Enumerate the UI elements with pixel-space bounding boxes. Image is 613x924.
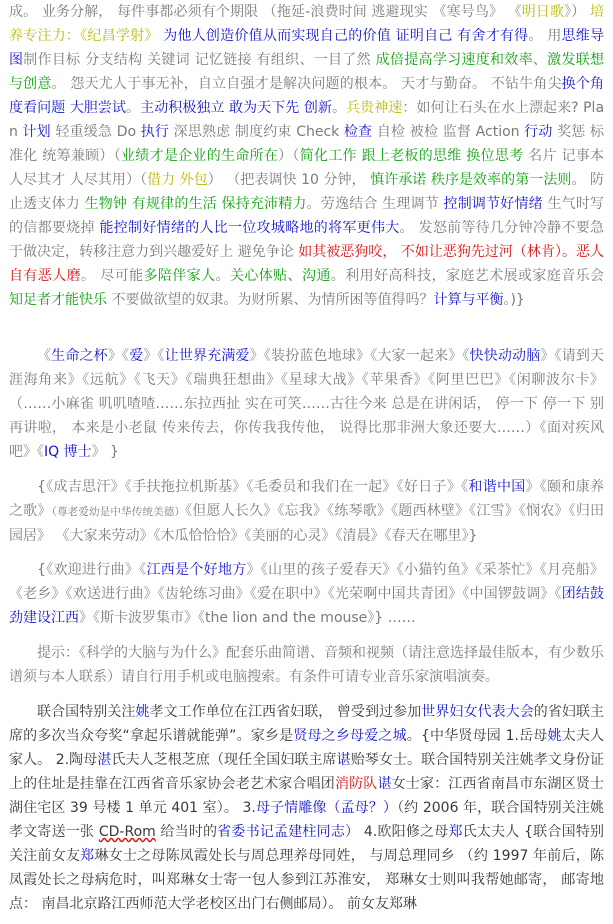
text-run: 奖惩 标准化 统筹兼顾）（ xyxy=(9,124,605,164)
text-paragraph-1 xyxy=(9,0,604,312)
text-run: 消防队 xyxy=(334,776,378,792)
text-run: 》《装扮蓝色地球》《大家一起来》《 xyxy=(249,348,470,364)
text-run: 。)} xyxy=(503,292,525,308)
text-run: 名片 记事本 人尽其才 人尽其用）（ xyxy=(9,148,605,188)
text-run: 团结鼓劲建设江西 xyxy=(9,586,605,626)
text-run: 》《山里的孩子爱春天》《小猫钓鱼》《采茶忙》《月亮船》《老乡》《欢送进行曲》《齿轮练习曲》《爱在职中》《光荣啊中国共青团》《中国锣鼓调》《 xyxy=(9,562,604,602)
text-run: 联合国特别关注 xyxy=(37,704,136,720)
text-run: 激发联想与创意 xyxy=(9,52,605,92)
text-run: 湛 xyxy=(97,752,112,768)
text-run: 给当时的 xyxy=(155,824,218,840)
text-run: 氏太夫人 {联合国特别关注前女友 xyxy=(9,824,605,864)
text-run: 江西是个好地方 xyxy=(146,562,247,578)
text-run: 贻琴女士。联合国特别关注姚孝文身份证上的住址是挂靠在江西省音乐家协会老艺术家合唱团 xyxy=(9,752,605,792)
text-run: 》《颐和康养之歌》 xyxy=(9,479,605,519)
text-run: {《成吉思汗》《手扶拖拉机斯基》《毛委员和我们在一起》《好日子》《 xyxy=(37,479,469,495)
text-run: 能控制好情绪的人比一位攻城略地的将军更伟大 xyxy=(99,220,400,236)
text-run: 业绩才是企业的生命所在 xyxy=(121,148,279,164)
text-run: 借力 外包 xyxy=(147,172,208,188)
text-run: 计划 xyxy=(22,124,51,140)
text-run: 为他人创造价值从而实现自己的价值 证明自己 xyxy=(163,28,453,44)
text-run: 不要做欲望的奴隶。为财所累、为情所困等值得吗？ xyxy=(107,292,434,308)
text-run: 世界妇女代表大会 xyxy=(421,704,534,720)
text-run: 有舍才有得 xyxy=(457,28,529,44)
text-run: IQ 博士 xyxy=(44,444,92,460)
song-list-paragraph-1 xyxy=(9,344,604,464)
text-run: 如其被恶狗咬， 不如让恶狗先过河（林肯）。恶人自有恶人磨 xyxy=(9,244,605,284)
text-run: 简化工作 跟上老板的思维 换位思考 xyxy=(299,148,524,164)
text-run: 谌 xyxy=(336,752,351,768)
text-run: 孝文工作单位在江西省妇联， 曾受到过参加 xyxy=(149,704,422,720)
text-run: 郑 xyxy=(80,848,95,864)
text-run: 主动积极独立 敢为天下先 创新 xyxy=(140,100,333,116)
text-run: 快快动动脑 xyxy=(469,348,541,364)
text-run: 、 xyxy=(532,52,548,68)
text-run: 郑 xyxy=(448,824,463,840)
text-run: 换个角度看问题 大胆尝试 xyxy=(9,76,605,116)
text-run: 。 防止透支体力 xyxy=(9,172,605,212)
text-run: 省委书记孟建柱同志 xyxy=(217,824,346,840)
text-run: （尊老爱幼是中华传统美德） xyxy=(51,506,186,518)
text-run: 。 用 xyxy=(528,28,562,44)
text-run: 多陪伴家人 xyxy=(143,268,216,284)
text-run: 控制调节好情绪 xyxy=(443,196,543,212)
text-run: 提示：《科学的大脑与为什么》配套乐曲简谱、音频和视频（请注意选择最佳版本，有少数乐谱须与本人联系）请自行用手机或电脑搜索。有条件可请专业音乐家演唱演奏。 xyxy=(9,645,604,685)
text-run: 秩序是效率的第一法则 xyxy=(430,172,572,188)
text-run: 女士家：江西省南昌市东湖区贤士湖住宅区 39 号楼 1 单元 401 室）。 3. xyxy=(9,776,605,816)
text-run: 。{中华贤母园 1.岳母 xyxy=(406,728,548,744)
text-run: 明日歌 xyxy=(521,4,565,20)
text-run: 》《 xyxy=(143,348,165,364)
text-run: 检查 xyxy=(343,124,373,140)
text-run: ：如何让石头在水上漂起来? Plan xyxy=(9,100,605,140)
text-run: 太夫人家人。 2.陶母 xyxy=(9,728,605,768)
text-run: 轻重缓急 Do xyxy=(50,124,141,140)
text-run: 。 xyxy=(215,268,230,284)
text-run: 生物钟 xyxy=(84,196,128,212)
text-run: 思维导图 xyxy=(9,28,605,68)
text-run: 《但愿人长久》《忘我》《练琴歌》《题西林壁》《江雪》《悯农》《归田园居》 《大家来劳动》《木瓜恰恰恰》《美丽的心灵》《清晨》《春天在哪里》} xyxy=(9,503,605,544)
biography-paragraph xyxy=(9,700,604,916)
text-run: 》《请到天涯海角来》《远航》《飞天》《瑞典狂想曲》《星球大战》《苹果香》《阿里巴巴》《闲聊波尔卡》（……小麻雀 叽叽喳喳……东拉西扯 实在可笑……古往今来 总是在讲闲话， 停一下 停一下 别再讲啦， 本来是小老鼠 传来传去，你传我我传他， 说得比那非洲大象还要大……）《面对疾风吧》《 xyxy=(9,348,605,460)
hint-paragraph xyxy=(9,641,604,689)
text-run: 知足者才能快乐 xyxy=(9,292,107,308)
text-run: 生命之杯 xyxy=(51,348,108,364)
text-run: 姚 xyxy=(135,704,150,720)
song-list-paragraph-3 xyxy=(9,558,604,630)
song-list-paragraph-2 xyxy=(9,475,604,548)
text-run: 。 尽可能 xyxy=(81,268,144,284)
text-run: （约 2006 年，联合国特别关注姚孝文寄送一张 xyxy=(9,800,605,840)
text-run: 姚 xyxy=(547,728,562,744)
text-run: 贤母之乡母爱之城 xyxy=(293,728,407,744)
text-run: ） （把表调快 10 分钟， xyxy=(207,172,371,188)
text-run: 》 } xyxy=(91,444,119,460)
text-run: 》） xyxy=(564,4,590,20)
text-run: 兵贵神速 xyxy=(346,100,403,116)
text-run: 。劳逸结合 生理调节 xyxy=(306,196,444,212)
text-run: 成倍提高学习速度和效率 xyxy=(375,52,533,68)
text-run: 的省妇联主席的多次当众夸奖“拿起乐谱就能弹”。家乡是 xyxy=(9,704,605,744)
text-run: 和谐中国 xyxy=(468,479,526,495)
text-run: 。 发怒前等待几分钟冷静不要急于做决定，转移注意力到兴趣爱好上 避免争论 xyxy=(9,220,604,260)
text-run: 执行 xyxy=(140,124,170,140)
text-run: 生气时写的信都要烧掉 xyxy=(9,196,605,236)
text-run: ）（ xyxy=(278,148,300,164)
text-run: 《 xyxy=(37,348,52,364)
text-run: 谌 xyxy=(377,776,392,792)
text-run: 母子情雕像（孟母？） xyxy=(255,800,398,816)
text-run: {《欢迎进行曲》《 xyxy=(37,562,147,578)
text-run: ） 4.欧阳修之母 xyxy=(345,824,449,840)
text-run: 自检 被检 监督 Action xyxy=(372,124,525,140)
text-run: 制作目标 分支结构 关键词 记忆链接 有组织、一目了然 xyxy=(23,52,376,68)
text-run: 琳女士之母陈凤霞处长与周总理养母同姓， 与周总理同乡 （约 1997 年前后，陈凤霞处长之母病危时，叫郑琳女士寄一包人参到江苏淮安， 郑琳女士则叫我帮她邮寄， 邮寄地点： 南昌北京路江西师范大学老校区出门右侧邮局）。 前女友郑琳 xyxy=(9,848,604,912)
text-run: 计算与平衡 xyxy=(433,292,504,308)
text-run: 。 xyxy=(332,100,347,116)
text-run: 行动 xyxy=(524,124,553,140)
text-run: 关心体贴、沟通 xyxy=(229,268,331,284)
text-run: 成。 业务分解， 每件事都必须有个期限 （拖延-浪费时间 逃避现实 《寒号鸟》 《 xyxy=(9,4,522,20)
text-run: 深思熟虑 制度约束 Check xyxy=(169,124,344,140)
text-run: 让世界充满爱 xyxy=(164,348,250,364)
text-run: 。 怨天尤人于事无补，自立自强才是解决问题的根本。 天才与勤奋。 不钻牛角尖 xyxy=(51,76,562,92)
text-run: 爱 xyxy=(129,348,144,364)
text-run: 》《 xyxy=(107,348,130,364)
text-run: 。利用好高科技，家庭艺术展或家庭音乐会 xyxy=(330,268,605,284)
text-run: 有规律的生活 保持充沛精力 xyxy=(131,196,307,212)
text-run: 氏夫人芝根芝庶（现任全国妇联主席 xyxy=(111,752,337,768)
text-run: 慎许承诺 xyxy=(370,172,427,188)
text-run: CD-Rom xyxy=(98,824,156,840)
text-run: 培养专注力：《纪昌学射》 xyxy=(9,4,604,44)
text-run: 》《斯卡波罗集市》《the lion and the mouse》} …… xyxy=(79,610,416,626)
text-run: 。 xyxy=(126,100,141,116)
